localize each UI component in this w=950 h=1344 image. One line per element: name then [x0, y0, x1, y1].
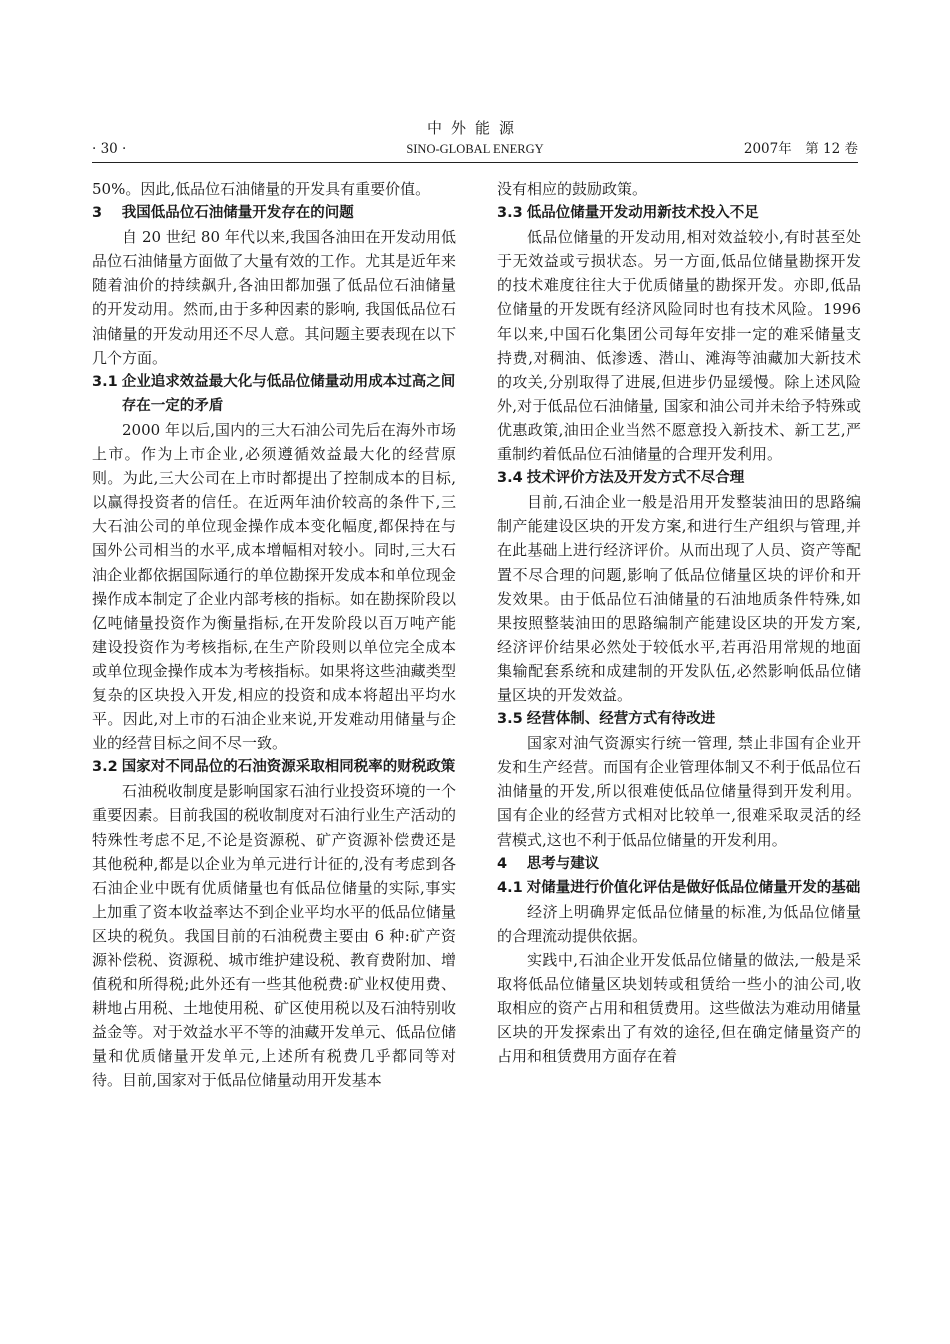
section-number: 3.3 — [497, 205, 523, 222]
subsection-heading — [497, 201, 861, 225]
paragraph: 目前,石油企业一般是沿用开发整装油田的思路编制产能建设区块的开发方案,和进行生产组织与管理,并在此基础上进行经济评价。从而出现了人员、资产等配置不尽合理的问题,影响了低品位储量区块的评价和开发效果。由于低品位石油储量的石油地质条件特殊,如果按照整装油田的思路编制产能建设区块的开发方案,经济评价结果必然处于较低水平,若再沿用常规的地面集输配套系统和成建制的开发队伍,必然影响低品位储量区块的开发效益。 — [497, 493, 861, 704]
journal-name-en: SINO-GLOBAL ENERGY — [406, 142, 544, 156]
page-number: · 30 · — [92, 141, 127, 157]
paragraph: 低品位储量的开发动用,相对效益较小,有时甚至处于无效益或亏损状态。另一方面,低品位储量勘探开发的技术难度往往大于优质储量的勘探开发。亦即,低品位储量的开发既有经济风险同时也有技术风险。1996 年以来,中国石化集团公司每年安排一定的难采储量支持费,对稠油、低渗透、潜山、滩海等油藏加大新技术的攻关,分别取得了进展,但进步仍显缓慢。除上述风险外,对于低品位石油储量, 国家和油公司并未给予特殊或优惠政策,油田企业当然不愿意投入新技术、新工艺,严重制约着低品位石油储量的合理开发利用。 — [497, 228, 861, 464]
header-rule — [92, 162, 858, 163]
section-number: 4 — [497, 855, 508, 872]
paragraph: 2000 年以后,国内的三大石油公司先后在海外市场上市。作为上市企业,必须遵循效益最大化的经营原则。为此,三大公司在上市时都提出了控制成本的目标,以赢得投资者的信任。在近两年油价较高的条件下,三大石油公司的单位现金操作成本变化幅度,都保持在与国外公司相当的水平,成本增幅相对较小。同时,三大石油企业都依据国际通行的单位勘探开发成本和单位现金操作成本制定了企业内部考核的指标。如在勘探阶段以亿吨储量投资作为衡量指标,在开发阶段以百万吨产能建设投资作为考核指标,在生产阶段则以单位完全成本或单位现金操作成本为考核指标。如果将这些油藏类型复杂的区块投入开发,相应的投资和成本将超出平均水平。因此,对上市的石油企业来说,开发难动用储量与企业的经营目标之间不尽一致。 — [92, 420, 456, 753]
section-number: 4.1 — [497, 879, 523, 896]
subsection-heading — [92, 370, 456, 418]
subsection-heading — [497, 876, 861, 900]
section-title: 经营体制、经营方式有待改进 — [526, 711, 716, 728]
section-number: 3.2 — [92, 759, 118, 776]
subsection-heading — [497, 707, 861, 731]
section-title: 国家对不同品位的石油资源采取相同税率的财税政策 — [121, 759, 456, 776]
section-title: 低品位储量开发动用新技术投入不足 — [526, 205, 759, 222]
section-title: 思考与建议 — [526, 855, 600, 872]
paragraph: 国家对油气资源实行统一管理, 禁止非国有企业开发和生产经营。而国有企业管理体制又不利于低品位石油储量的开发,所以很难使低品位储量得到开发利用。国有企业的经营方式相对比较单一,很难采取灵活的经营模式,这也不利于低品位储量的开发利用。 — [497, 734, 861, 849]
paragraph: 实践中,石油企业开发低品位储量的做法,一般是采取将低品位储量区块划转或租赁给一些小的油公司,收取相应的资产占用和租赁费用。这些做法为难动用储量区块的开发探索出了有效的途径,但在确定储量资产的占用和租赁费用方面存在着 — [497, 951, 861, 1066]
section-title: 对储量进行价值化评估是做好低品位储量开发的基础 — [526, 879, 861, 896]
subsection-heading — [92, 755, 456, 779]
volume-info: 2007年 第 12 卷 — [743, 141, 858, 157]
paragraph: 50%。因此,低品位石油储量的开发具有重要价值。 — [92, 180, 431, 198]
right-column — [497, 177, 861, 1068]
paragraph: 自 20 世纪 80 年代以来,我国各油田在开发动用低品位石油储量方面做了大量有效的工作。尤其是近年来随着油价的持续飙升,各油田都加强了低品位石油储量的开发动用。然而,由于多种因素的影响, 我国低品位石油储量的开发动用还不尽人意。其问题主要表现在以下几个方面。 — [92, 228, 456, 367]
section-heading — [497, 852, 861, 876]
section-title: 企业追求效益最大化与低品位储量动用成本过高之间存在一定的矛盾 — [121, 373, 456, 414]
subsection-heading — [497, 466, 861, 490]
section-number: 3.4 — [497, 470, 523, 487]
paragraph: 没有相应的鼓励政策。 — [497, 180, 648, 198]
section-title: 技术评价方法及开发方式不尽合理 — [526, 470, 745, 487]
section-number: 3.5 — [497, 711, 523, 728]
paragraph: 石油税收制度是影响国家石油行业投资环境的一个重要因素。目前我国的税收制度对石油行业生产活动的特殊性考虑不足,不论是资源税、矿产资源补偿费还是其他税种,都是以企业为单元进行计征的,没有考虑到各石油企业中既有优质储量也有低品位储量的实际,事实上加重了资本收益率达不到企业平均水平的低品位储量区块的税负。我国目前的石油税费主要由 6 种:矿产资源补偿税、资源税、城市维护建设税、教育费附加、增值税和所得税;此外还有一些其他税费:矿业权使用费、耕地占用税、土地使用税、矿区使用税以及石油特别收益金等。对于效益水平不等的油藏开发单元、低品位储量和优质储量开发单元,上述所有税费几乎都同等对待。目前,国家对于低品位储量动用开发基本 — [92, 782, 456, 1090]
section-number: 3.1 — [92, 373, 118, 390]
section-heading — [92, 201, 456, 225]
journal-title: 中外能源 — [426, 119, 523, 137]
left-column — [92, 177, 456, 1093]
section-title: 我国低品位石油储量开发存在的问题 — [121, 205, 354, 222]
section-number: 3 — [92, 205, 103, 222]
paragraph: 经济上明确界定低品位储量的标准,为低品位储量的合理流动提供依据。 — [497, 902, 861, 945]
